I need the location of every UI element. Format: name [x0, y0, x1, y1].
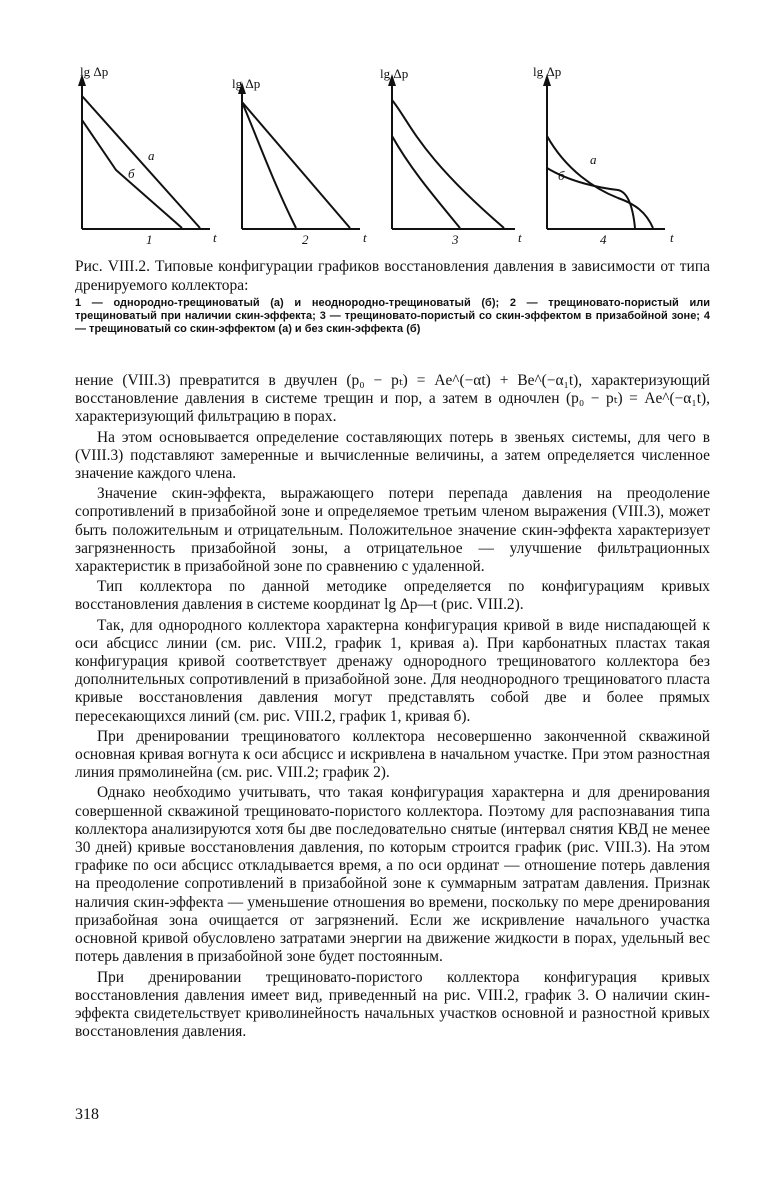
panel-number: 1	[146, 232, 153, 247]
page-number: 318	[75, 1106, 99, 1123]
paragraph: нение (VIII.3) превратится в двучлен (p₀ − pₜ) = Ae^(−αt) + Be^(−α₁t), характеризующий восстановление давления в системе трещин и пор, а затем в одночлен (p₀ − pₜ) = Ae^(−α₁t), характеризующий фильтрацию в порах.	[75, 372, 710, 426]
difference-line	[242, 102, 350, 228]
y-axis-label: lg Δp	[533, 64, 562, 79]
figure-caption	[75, 257, 710, 336]
body-text	[75, 372, 710, 1043]
paragraph: Значение скин-эффекта, выражающего потери перепада давления на преодоление сопротивлений в призабойной зоне и определяемое третьим членом выражения (VIII.3), может быть положительным и отрицательным. Положительное значение скин-эффекта характеризует загрязненность призабойной зоны, а отрицательное — улучшение фильтрационных характеристик в призабойной зоне по сравнению с удаленной.	[75, 485, 710, 576]
panel-1	[78, 64, 217, 247]
caption-notes: 1 — однородно-трещиноватый (а) и неоднородно-трещиноватый (б); 2 — трещиновато-пористый или трещиноватый при наличии скин-эффекта; 3 — трещиновато-пористый со скин-эффектом в призабойной зоне; 4 — трещиноватый со скин-эффектом (а) и без скин-эффекта (б)	[75, 297, 710, 335]
panel-4	[533, 64, 674, 247]
panel-number: 3	[452, 232, 459, 247]
panel-3	[380, 66, 522, 247]
paragraph: Однако необходимо учитывать, что такая конфигурация характерна и для дренирования совершенной скважиной трещиновато-пористого коллектора. Поэтому для распознавания типа коллектора анализируются хотя бы две последовательно снятые (интервал снятия КВД не менее 30 дней) кривые восстановления давления, по которым строится график (рис. VIII.3). На этом графике по оси абсцисс откладывается время, а по оси ординат — отношение потерь давления на преодоление сопротивлений в призабойной зоне к суммарным затратам давления. Признак наличия скин-эффекта — уменьшение отношения во времени, поскольку по мере дренирования призабойная зона очищается от загрязнений. Если же искривление начального участка основной кривой обусловлено затратами энергии на движение жидкости в порах, удельный вес потерь давления в призабойной зоне будет постоянным.	[75, 784, 710, 966]
paragraph: Тип коллектора по данной методике определяется по конфигурациям кривых восстановления давления в системе координат lg Δp—t (рис. VIII.2).	[75, 578, 710, 614]
paragraph: При дренировании трещиноватого коллектора несовершенно законченной скважиной основная кривая вогнута к оси абсцисс и искривлена в начальном участке. При этом разностная линия прямолинейна (см. рис. VIII.2; график 2).	[75, 727, 710, 782]
curve-label-b: б	[558, 168, 565, 183]
x-axis-label: t	[518, 230, 522, 245]
panel-number: 4	[600, 232, 607, 247]
paragraph: При дренировании трещиновато-пористого коллектора конфигурация кривых восстановления давления имеет вид, приведенный на рис. VIII.2, график 3. О наличии скин-эффекта свидетельствует криволинейность начальных участков основной и разностной кривых восстановления давления.	[75, 968, 710, 1041]
y-axis-label: lg Δp	[232, 76, 261, 91]
y-axis-label: lg Δp	[380, 66, 409, 81]
panel-number: 2	[302, 232, 309, 247]
paragraph: Так, для однородного коллектора характерна конфигурация кривой в виде ниспадающей к оси абсцисс линии (см. рис. VIII.2, график 1, кривая а). При карбонатных пластах такая конфигурация кривой соответствует дренажу однородного трещиноватого коллектора без дополнительных сопротивлений в призабойной зоне. Для неоднородного трещиноватого пласта кривые восстановления давления могут представлять собой две и более прямых пересекающихся линий (см. рис. VIII.2, график 1, кривая б).	[75, 616, 710, 725]
caption-title: Рис. VIII.2. Типовые конфигурации графиков восстановления давления в зависимости от типа дренируемого коллектора:	[75, 258, 710, 294]
curve-label-a: а	[148, 148, 155, 163]
panel-2	[232, 76, 367, 247]
figure-viii-2	[60, 62, 720, 252]
x-axis-label: t	[670, 230, 674, 245]
curve-label-b: б	[128, 166, 135, 181]
figure-svg	[60, 62, 720, 252]
y-axis-label: lg Δp	[80, 64, 109, 79]
x-axis-label: t	[213, 230, 217, 245]
x-axis-label: t	[363, 230, 367, 245]
main-curve	[242, 102, 296, 228]
curve-a	[82, 96, 200, 228]
paragraph: На этом основывается определение составляющих потерь в звеньях системы, для чего в (VIII.3) подставляют замеренные и вычисленные величины, а затем определяется численное значение каждого члена.	[75, 428, 710, 483]
curve-label-a: а	[590, 152, 597, 167]
